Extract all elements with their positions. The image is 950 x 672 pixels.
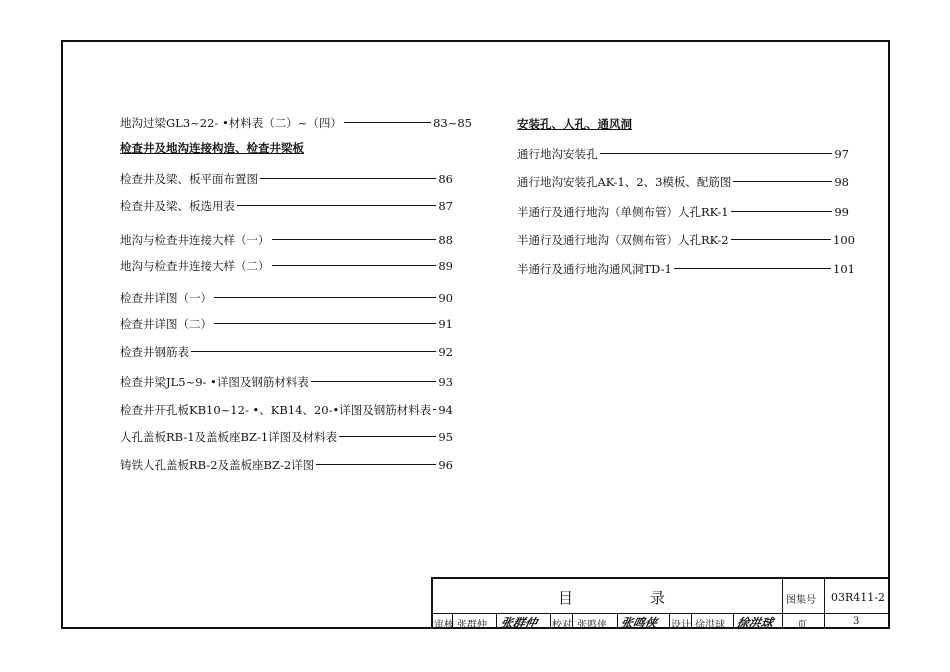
toc-entry[interactable] xyxy=(517,233,855,247)
toc-entry-label: 铸铁人孔盖板RB-2及盖板座BZ-2详图 xyxy=(120,458,315,472)
leader-line xyxy=(272,265,437,266)
title-block-divider xyxy=(572,613,573,629)
toc-entry[interactable] xyxy=(120,430,453,444)
design-label: 设计 xyxy=(671,620,691,631)
toc-entry-label: 地沟过梁GL3~22- •材料表（二）~（四） xyxy=(120,116,342,130)
title-block-divider xyxy=(550,613,551,629)
title-block-divider xyxy=(433,613,890,614)
leader-line xyxy=(272,239,437,240)
toc-entry[interactable] xyxy=(517,175,849,189)
toc-entry[interactable] xyxy=(120,345,453,359)
toc-entry[interactable] xyxy=(120,317,453,331)
toc-entry-label: 检查井及梁、板选用表 xyxy=(120,199,235,213)
toc-entry[interactable] xyxy=(120,458,453,472)
title-block-divider xyxy=(733,613,734,629)
title-char: 目 xyxy=(558,589,574,607)
review-label: 审核 xyxy=(434,620,454,631)
toc-entry[interactable] xyxy=(120,403,453,417)
toc-entry-label: 人孔盖板RB-1及盖板座BZ-1详图及材料表 xyxy=(120,430,338,444)
toc-entry-page: 92 xyxy=(438,345,453,359)
toc-entry[interactable] xyxy=(120,291,453,305)
page-number: 3 xyxy=(853,616,860,627)
toc-entry[interactable] xyxy=(120,375,453,389)
toc-entry-page: 101 xyxy=(833,262,855,276)
toc-entry-lintel-materials[interactable] xyxy=(120,116,472,130)
toc-entry[interactable] xyxy=(517,205,849,219)
atlas-label: 图集号 xyxy=(786,595,816,606)
leader-line xyxy=(674,268,831,269)
leader-line xyxy=(731,239,831,240)
toc-entry[interactable] xyxy=(120,233,453,247)
check-name: 张鸣侠 xyxy=(577,620,607,631)
section-heading-openings: 安装孔、人孔、通风洞 xyxy=(517,117,632,131)
section-heading-inspection-well: 检查井及地沟连接构造、检查井梁板 xyxy=(120,141,304,155)
toc-entry-page: 99 xyxy=(834,205,849,219)
title-block-divider xyxy=(669,613,670,629)
toc-entry-page: 98 xyxy=(834,175,849,189)
leader-line xyxy=(344,122,431,123)
atlas-number: 03R411-2 xyxy=(831,591,885,604)
toc-entry-page: 89 xyxy=(438,259,453,273)
toc-entry[interactable] xyxy=(120,172,453,186)
design-signature: 徐洪球 xyxy=(735,616,775,630)
toc-entry-page: 96 xyxy=(438,458,453,472)
check-signature: 张鸣侠 xyxy=(619,616,659,630)
toc-entry[interactable] xyxy=(517,147,849,161)
leader-line xyxy=(339,436,436,437)
leader-line xyxy=(731,211,833,212)
toc-entry-page: 91 xyxy=(438,317,453,331)
leader-line xyxy=(214,323,436,324)
toc-entry[interactable] xyxy=(120,199,453,213)
design-name: 徐洪球 xyxy=(695,620,725,631)
toc-entry-label: 通行地沟安装孔 xyxy=(517,147,598,161)
toc-entry-label: 半通行及通行地沟通风洞TD-1 xyxy=(517,262,672,276)
toc-entry-page: 88 xyxy=(438,233,453,247)
toc-entry-page: 83~85 xyxy=(433,116,472,130)
toc-entry-label: 半通行及通行地沟（单侧布管）人孔RK-1 xyxy=(517,205,729,219)
toc-entry-label: 检查井详图（二） xyxy=(120,317,212,331)
toc-entry-label: 半通行及通行地沟（双侧布管）人孔RK-2 xyxy=(517,233,729,247)
toc-entry-label: 检查井钢筋表 xyxy=(120,345,189,359)
title-char: 录 xyxy=(650,589,666,607)
leader-line xyxy=(733,181,832,182)
toc-entry-page: 93 xyxy=(438,375,453,389)
toc-entry[interactable] xyxy=(517,262,855,276)
leader-line xyxy=(214,297,436,298)
toc-entry-label: 通行地沟安装孔AK-1、2、3模板、配筋图 xyxy=(517,175,732,189)
title-block-divider xyxy=(691,613,692,629)
page-label: 页 xyxy=(797,620,807,631)
toc-entry-page: 86 xyxy=(438,172,453,186)
toc-entry-label: 检查井开孔板KB10~12- •、KB14、20-•详图及钢筋材料表 xyxy=(120,403,432,417)
title-block-divider xyxy=(824,579,825,629)
toc-entry-page: 97 xyxy=(834,147,849,161)
toc-entry-label: 检查井梁JL5~9- •详图及钢筋材料表 xyxy=(120,375,309,389)
toc-entry-label: 地沟与检查井连接大样（二） xyxy=(120,259,270,273)
leader-line xyxy=(433,409,436,410)
leader-line xyxy=(311,381,437,382)
toc-entry-label: 地沟与检查井连接大样（一） xyxy=(120,233,270,247)
check-label: 校对 xyxy=(552,620,572,631)
title-block-divider xyxy=(617,613,618,629)
toc-entry-label: 检查井及梁、板平面布置图 xyxy=(120,172,258,186)
leader-line xyxy=(260,178,436,179)
toc-entry-page: 90 xyxy=(438,291,453,305)
toc-entry-label: 检查井详图（一） xyxy=(120,291,212,305)
leader-line xyxy=(191,351,436,352)
review-name: 张群仲 xyxy=(457,620,487,631)
review-signature: 张群仲 xyxy=(499,616,539,630)
leader-line xyxy=(316,464,436,465)
toc-entry-page: 95 xyxy=(438,430,453,444)
toc-entry[interactable] xyxy=(120,259,453,273)
leader-line xyxy=(600,153,833,154)
toc-entry-page: 87 xyxy=(438,199,453,213)
title-block xyxy=(431,577,890,629)
toc-entry-page: 94 xyxy=(438,403,453,417)
toc-entry-page: 100 xyxy=(833,233,855,247)
title-block-divider xyxy=(782,579,783,629)
leader-line xyxy=(237,205,436,206)
title-block-divider xyxy=(496,613,497,629)
